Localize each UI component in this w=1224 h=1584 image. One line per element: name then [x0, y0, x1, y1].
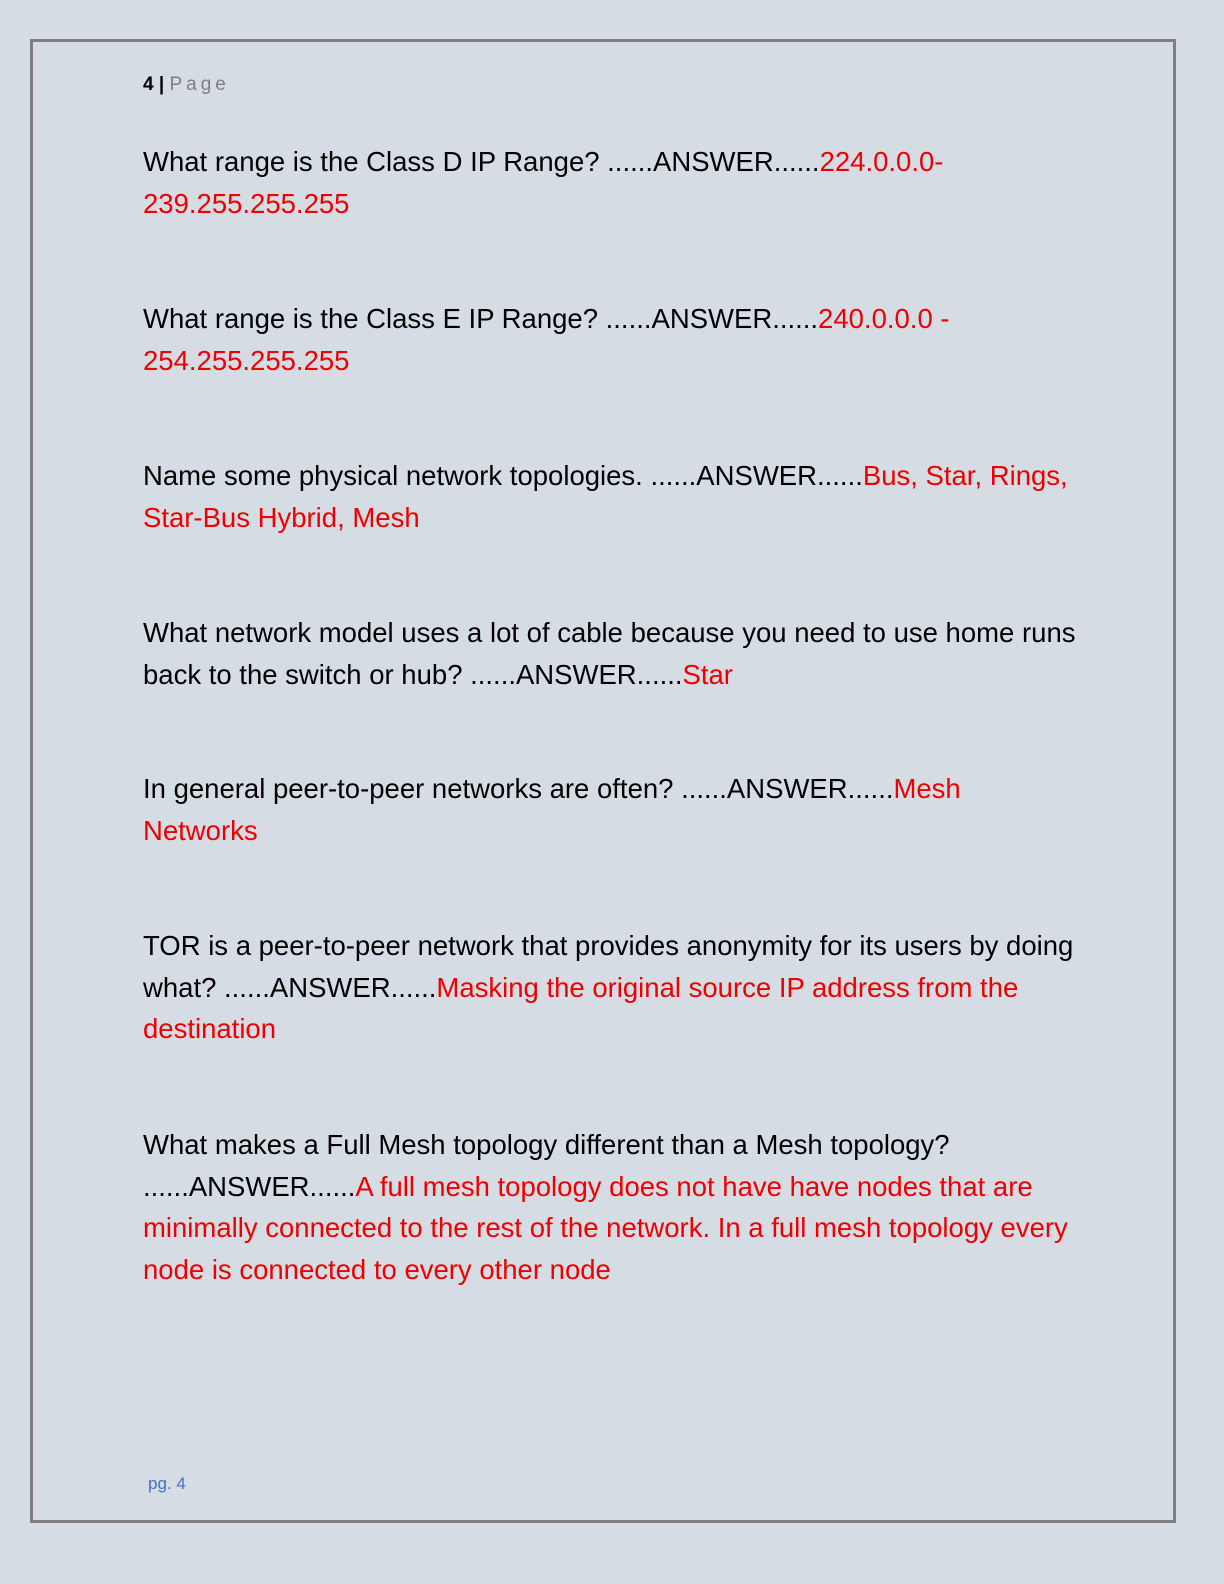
question-text: Name some physical network topologies. ......ANSWER......	[143, 460, 863, 491]
answer-text: 224.0.0.0-239.255.255.255	[143, 146, 944, 219]
header-page-word: Page	[169, 74, 230, 95]
qa-item-class-d	[143, 141, 1078, 224]
qa-item-peer-to-peer	[143, 768, 1078, 851]
page-footer: pg. 4	[148, 1474, 186, 1493]
question-text: What range is the Class E IP Range? ......ANSWER......	[143, 303, 819, 334]
question-text: TOR is a peer-to-peer network that provides anonymity for its users by doing what? ......ANSWER......	[143, 930, 1074, 1003]
qa-item-class-e	[143, 298, 1078, 381]
answer-text: Star	[682, 658, 733, 690]
page-header	[143, 74, 230, 96]
answer-text: Bus, Star, Rings, Star-Bus Hybrid, Mesh	[143, 460, 1068, 533]
header-separator: |	[153, 74, 170, 95]
qa-item-star-model	[143, 612, 1078, 695]
question-text: What makes a Full Mesh topology different than a Mesh topology? ......ANSWER......	[143, 1129, 950, 1202]
header-page-number: 4	[143, 74, 154, 95]
answer-text: A full mesh topology does not have have nodes that are minimally connected to the rest of the network. In a full mesh topology every node is connected to every other node	[143, 1170, 1068, 1286]
qa-item-tor	[143, 925, 1078, 1050]
question-text: In general peer-to-peer networks are often? ......ANSWER......	[143, 773, 894, 804]
question-text: What range is the Class D IP Range? ......ANSWER......	[143, 146, 820, 177]
qa-item-full-mesh	[143, 1124, 1078, 1291]
answer-text: Masking the original source IP address from the destination	[143, 971, 1019, 1045]
qa-item-topologies	[143, 455, 1078, 538]
question-text: What network model uses a lot of cable because you need to use home runs back to the switch or hub? ......ANSWER......	[143, 617, 1076, 690]
answer-text: Mesh Networks	[143, 773, 961, 846]
answer-text: 240.0.0.0 - 254.255.255.255	[143, 303, 950, 376]
